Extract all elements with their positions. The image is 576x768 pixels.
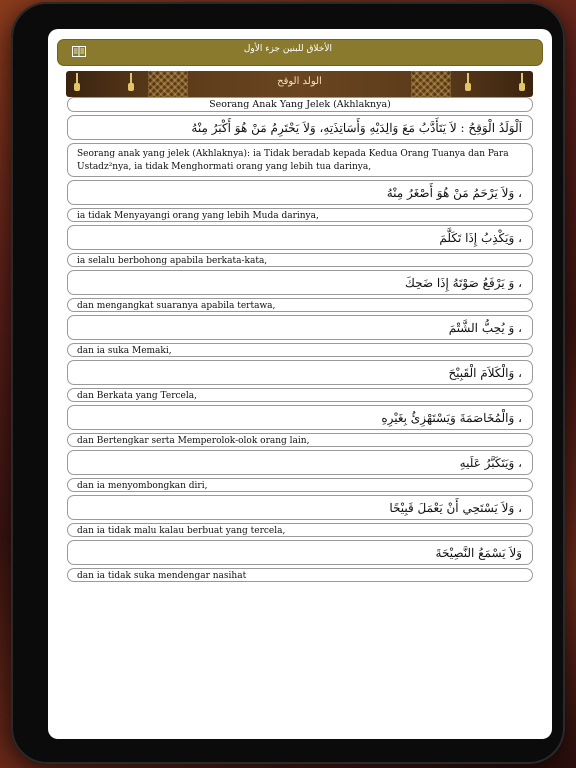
header-bar [57, 39, 543, 66]
chapter-title: الولد الوقح [277, 76, 322, 87]
translation-row: dan ia tidak suka mendengar nasihat [67, 568, 533, 582]
translation-row: ia selalu berbohong apabila berkata-kata, [67, 253, 533, 267]
header-title: الأخلاق للبنين جزء الأول [243, 44, 332, 54]
tablet-frame [11, 2, 565, 764]
translation-row: ia tidak Menyayangi orang yang lebih Muda darinya, [67, 208, 533, 222]
translation-row: dan ia tidak malu kalau berbuat yang tercela, [67, 523, 533, 537]
arabic-text-row: اَلْوَلَدُ الْوَقِحُ : لاَ يَتَأَدَّبُ مَعَ وَالِدَيْهِ وَأَسَاتِذَتِهِ، وَلاَ يَحْتَرِمُ مَنْ هُوَ أَكْبَرُ مِنْهُ [67, 115, 533, 140]
app-screen [48, 29, 552, 739]
chapter-banner [66, 71, 533, 97]
translation-row: dan Bertengkar serta Memperolok-olok orang lain, [67, 433, 533, 447]
arabic-text-row: ، وَ يُحِبُّ الشَّتْمَ [67, 315, 533, 340]
translation-row: dan ia menyombongkan diri, [67, 478, 533, 492]
arabic-text-row: وَلاَ يَسْمَعُ النَّصِيْحَةَ [67, 540, 533, 565]
arabic-text-row: ، وَلاَ يَرْحَمُ مَنْ هُوَ أَصْغَرُ مِنْهُ [67, 180, 533, 205]
translation-row: dan Berkata yang Tercela, [67, 388, 533, 402]
translation-row: dan ia suka Memaki, [67, 343, 533, 357]
content-list [67, 97, 533, 585]
arabic-text-row: ، وَلاَ يَسْتَحِي أَنْ يَعْمَلَ قَبِيْحًا [67, 495, 533, 520]
arabic-text-row: ، وَيَتَكَبَّرُ عَلَيهِ [67, 450, 533, 475]
book-icon[interactable] [72, 46, 86, 57]
arabic-text-row: ، وَالْكَلاَمَ الْقَبِيْحَ [67, 360, 533, 385]
translation-row: Seorang anak yang jelek (Akhlaknya): ia Tidak beradab kepada Kedua Orang Tuanya dan Para Ustadz²nya, ia tidak Menghormati orang yang lebih tua darinya, [67, 143, 533, 177]
arabic-text-row: ، وَيَكْذِبُ إِذَا تَكَلَّمَ [67, 225, 533, 250]
arabic-text-row: ، وَالْمُخَاصَمَةَ وَيَسْتَهْزِئُ بِغَيْرِهِ [67, 405, 533, 430]
section-heading: Seorang Anak Yang Jelek (Akhlaknya) [67, 97, 533, 112]
arabic-text-row: ، وَ يَرْفَعُ صَوْتَهُ إِذَا ضَحِكَ [67, 270, 533, 295]
translation-row: dan mengangkat suaranya apabila tertawa, [67, 298, 533, 312]
